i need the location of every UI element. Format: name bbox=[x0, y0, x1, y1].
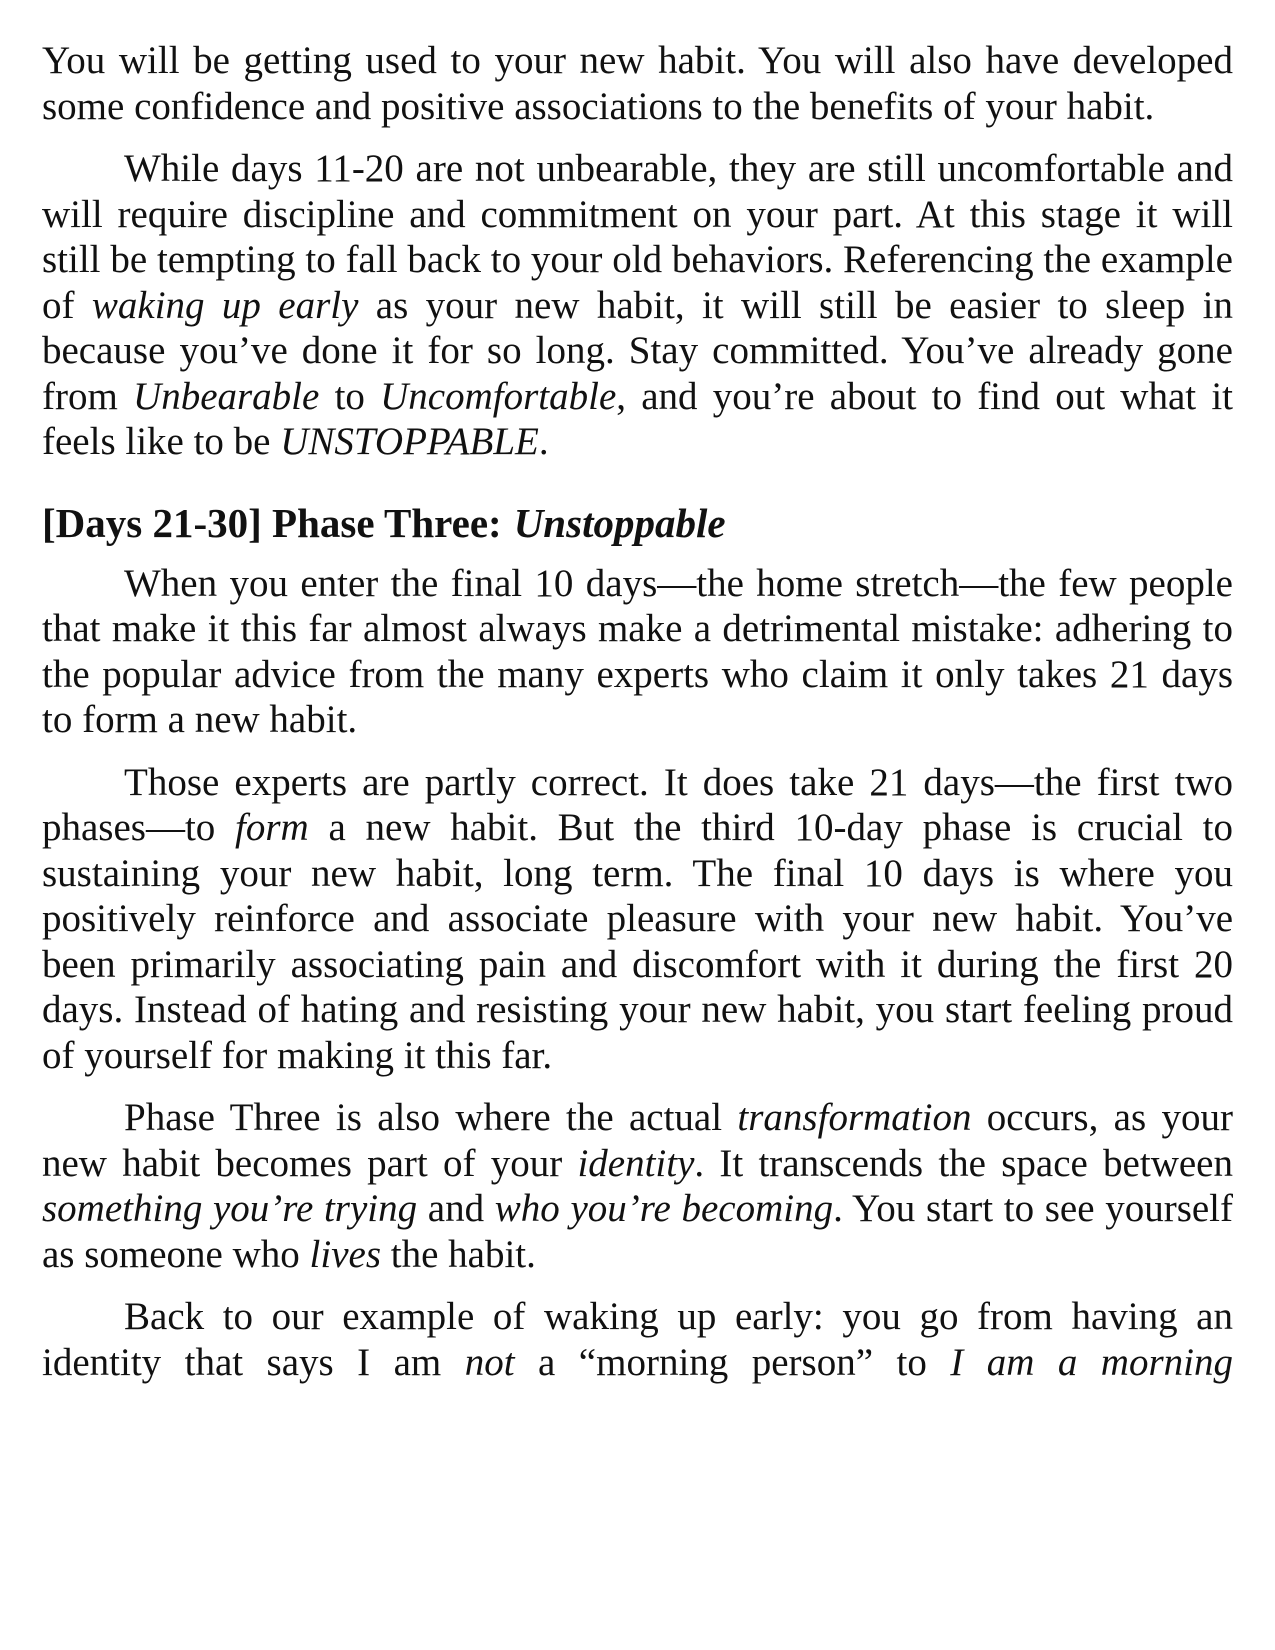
text-run: Back to our example of waking up early: you go from having an identity that says I am bbox=[42, 1295, 1233, 1384]
text-run: occurs, as your new habit becomes part of your bbox=[42, 1096, 1233, 1185]
italic-text-run: something you’re trying bbox=[42, 1187, 418, 1230]
paragraph-experts-partly-correct bbox=[42, 760, 1233, 1079]
italic-text-run: transformation bbox=[737, 1096, 972, 1139]
italic-text-run: Uncomfortable bbox=[380, 374, 617, 418]
text-run: Those experts are partly correct. It does take 21 days—the first two phases—to bbox=[42, 760, 1233, 849]
text-run: Phase Three is also where the actual bbox=[124, 1096, 738, 1139]
text-run: . You start to see yourself as someone who bbox=[42, 1187, 1234, 1276]
paragraph-transformation bbox=[42, 1095, 1233, 1277]
text-run: to bbox=[319, 374, 381, 418]
text-run: While days 11-20 are not unbearable, they are still uncomfortable and will require discipline and commitment on your part. At this stage it will still be tempting to fall back to your old behaviors. Referencing the example of bbox=[42, 147, 1233, 327]
paragraph-text: You will be getting used to your new habit. You will also have developed some confidence and positive associations to the benefits of your habit. bbox=[42, 39, 1233, 128]
italic-text-run: form bbox=[235, 806, 309, 849]
italic-text-run: not bbox=[464, 1340, 515, 1384]
text-run: a new habit. But the third 10-day phase is crucial to sustaining your new habit, long term. The final 10 days is where you positively reinforce and associate pleasure with your new habit. You’ve been primarily associating pain and discomfort with it during the first 20 days. Instead of hating and resisting your new habit, you start feeling proud of yourself for making it this far. bbox=[42, 806, 1233, 1077]
text-run: . bbox=[538, 420, 549, 463]
document-page bbox=[42, 38, 1233, 1402]
italic-text-run: lives bbox=[309, 1232, 382, 1276]
italic-text-run: identity bbox=[577, 1141, 695, 1185]
text-run: a “morning person” to bbox=[514, 1340, 951, 1384]
italic-text-run: Unbearable bbox=[133, 374, 320, 418]
text-run: . It transcends the space between bbox=[694, 1141, 1233, 1185]
paragraph-text: When you enter the final 10 days—the home stretch—the few people that make it this far almost always make a detrimental mistake: adhering to the popular advice from the many experts who claim it only takes 21 days to form a new habit. bbox=[42, 561, 1233, 741]
italic-text-run: I am a morning bbox=[950, 1340, 1233, 1384]
italic-text-run: waking up early bbox=[91, 283, 359, 327]
heading-label: [Days 21-30] Phase Three: bbox=[42, 499, 502, 546]
paragraph-habit-confidence bbox=[42, 38, 1233, 129]
heading-accent: Unstoppable bbox=[513, 499, 726, 546]
paragraph-final-10-days bbox=[42, 561, 1233, 743]
text-run: , and you’re about to find out what it feels like to be bbox=[42, 374, 1233, 463]
text-run: as your new habit, it will still be easier to sleep in because you’ve done it for so long. Stay committed. You’ve already gone from bbox=[42, 283, 1233, 418]
paragraph-waking-up-example bbox=[42, 1294, 1233, 1385]
section-heading-phase-three bbox=[42, 499, 1233, 547]
text-run: the habit. bbox=[381, 1232, 536, 1276]
paragraph-days-11-20 bbox=[42, 146, 1233, 465]
italic-text-run: who you’re becoming bbox=[494, 1187, 834, 1230]
text-run: and bbox=[417, 1187, 495, 1230]
italic-text-run: UNSTOPPABLE bbox=[280, 420, 539, 463]
